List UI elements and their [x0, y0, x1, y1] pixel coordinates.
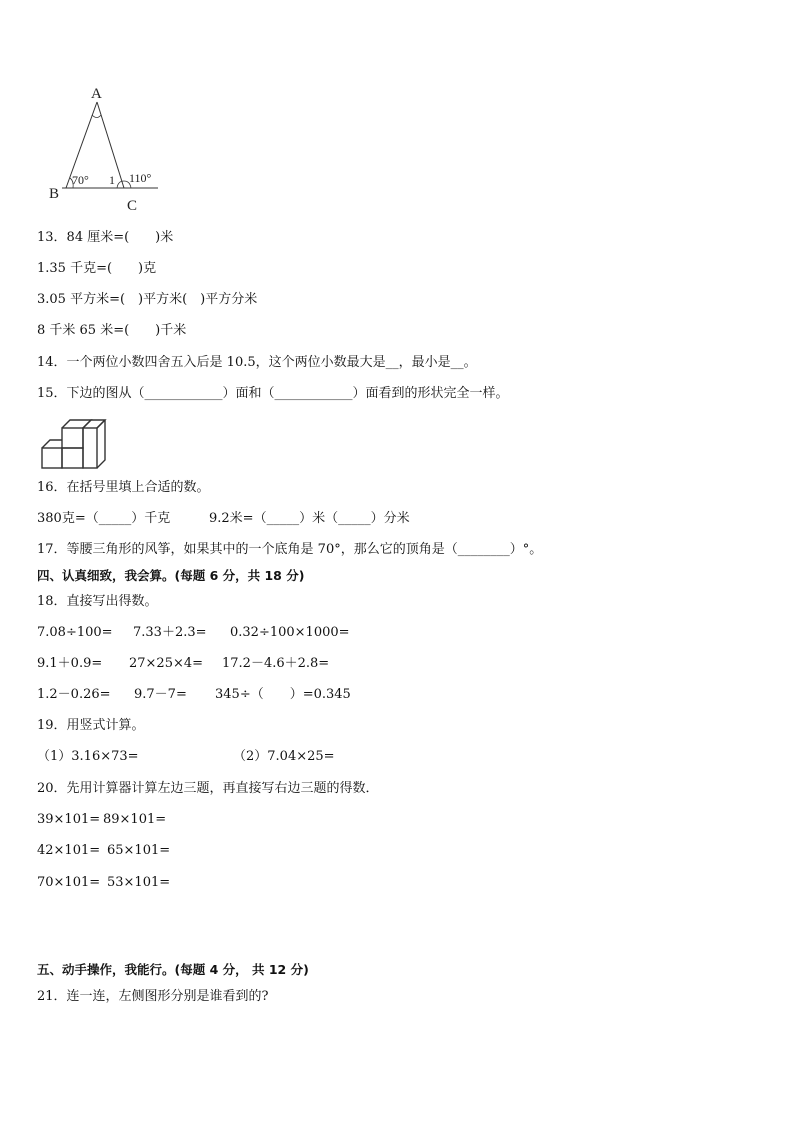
angle-exterior-value: 110° [129, 171, 152, 185]
q18-title: 18．直接写出得数。 [37, 594, 158, 609]
q18-r3-c2: 9.7－7= [134, 687, 187, 702]
q18-row-3 [37, 687, 757, 751]
q18-r1-c2: 7.33＋2.3= [133, 625, 207, 640]
q18-r1-c3: 0.32÷100×1000= [230, 625, 350, 640]
q20-r3-c1: 70×101= [37, 875, 101, 890]
q19-title: 19．用竖式计算。 [37, 718, 145, 733]
section4-heading: 四、认真细致，我会算。(每题 6 分，共 18 分) [37, 568, 305, 583]
q18-r3-c3: 345÷（ ）=0.345 [215, 687, 351, 702]
q18-r2-c3: 17.2－4.6＋2.8= [222, 656, 330, 671]
q19-item-2: （2）7.04×25= [233, 749, 335, 764]
q16-part2: 9.2米=（_____）米（_____）分米 [209, 511, 410, 526]
cube-stack-figure [40, 418, 120, 473]
q15-text: 15．下边的图从（____________）面和（____________）面看到的形状完全一样。 [37, 386, 509, 401]
q13-line3: 3.05 平方米=( )平方米( )平方分米 [37, 292, 258, 307]
q19-item-1: （1）3.16×73= [37, 749, 139, 764]
label-a: A [91, 86, 102, 102]
q17-text: 17．等腰三角形的风筝，如果其中的一个底角是 70°，那么它的顶角是（________）°。 [37, 542, 543, 557]
q20-title: 20．先用计算器计算左边三题，再直接写右边三题的得数． [37, 781, 379, 796]
q20-row-3 [37, 875, 757, 923]
q18-r2-c1: 9.1＋0.9= [37, 656, 103, 671]
q20-r2-c2: 65×101= [107, 843, 171, 858]
q13-line2: 1.35 千克=( )克 [37, 261, 157, 276]
q14-text: 14．一个两位小数四舍五入后是 10.5，这个两位小数最大是__，最小是__。 [37, 355, 477, 370]
q20-r3-c2: 53×101= [107, 875, 171, 890]
q20-r1-c1: 39×101= [37, 812, 101, 827]
label-b: B [49, 186, 60, 202]
q13-line4: 8 千米 65 米=( )千米 [37, 323, 187, 338]
q13-line1: 13．84 厘米=( )米 [37, 230, 174, 245]
q18-r1-c1: 7.08÷100= [37, 625, 113, 640]
q20-r2-c1: 42×101= [37, 843, 101, 858]
angle-1-label: 1 [109, 173, 115, 187]
angle-b-value: 70° [72, 173, 89, 187]
angle-a-arc [92, 115, 101, 118]
q21-text: 21．连一连，左侧图形分别是谁看到的? [37, 989, 269, 1004]
triangle-figure [40, 80, 220, 210]
section5-heading: 五、动手操作，我能行。(每题 4 分， 共 12 分) [37, 962, 309, 977]
q20-r1-c2: 89×101= [103, 812, 167, 827]
q16-part1: 380克=（_____）千克 [37, 511, 171, 526]
q18-r3-c1: 1.2－0.26= [37, 687, 111, 702]
label-c: C [127, 198, 138, 210]
q16-title: 16．在括号里填上合适的数。 [37, 480, 210, 495]
q18-r2-c2: 27×25×4= [129, 656, 204, 671]
